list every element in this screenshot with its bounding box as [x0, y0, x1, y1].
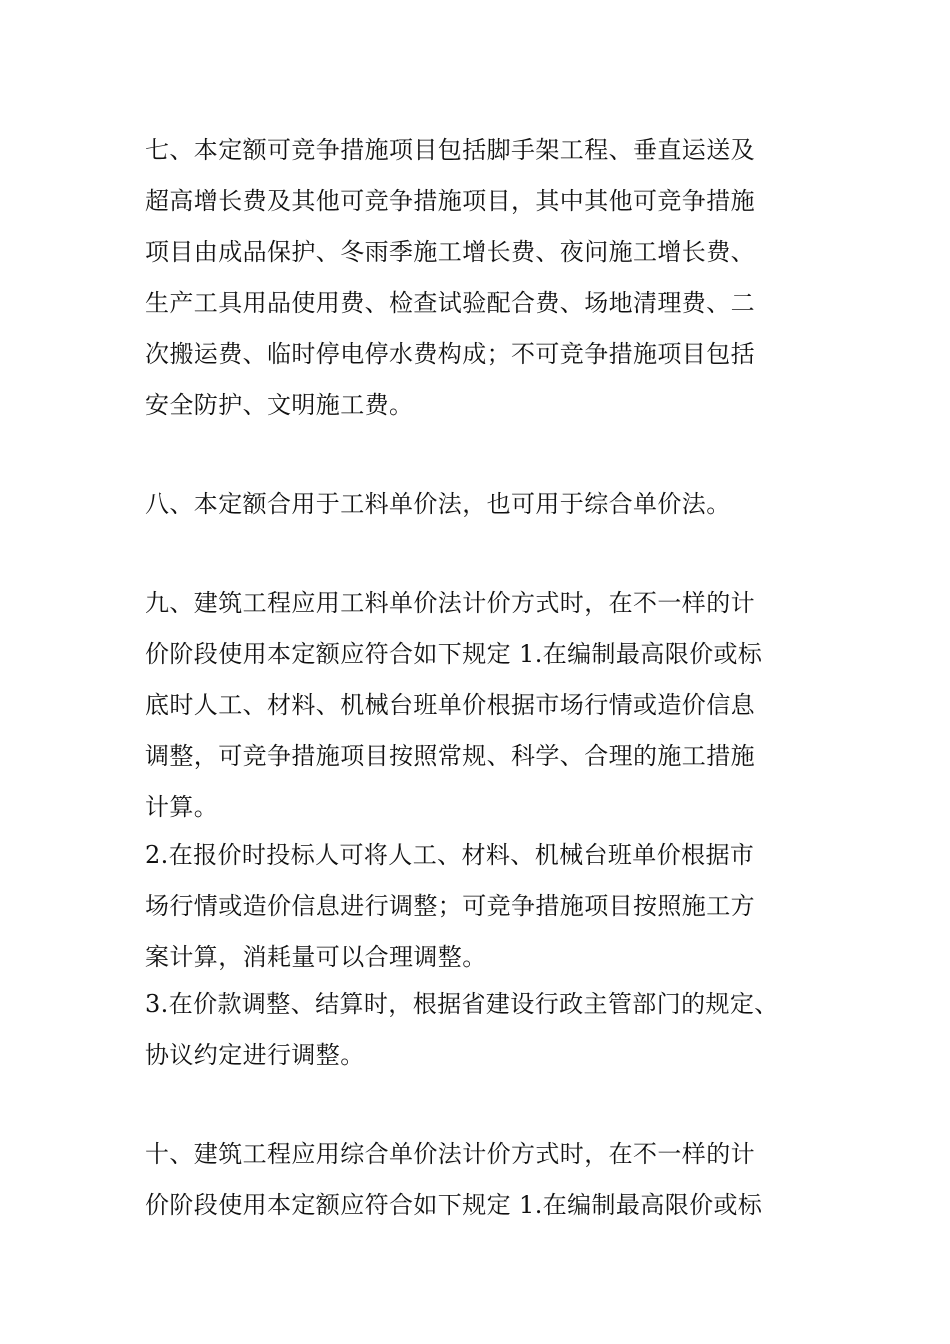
item-3-line-1: 3.在价款调整、结算时，根据省建设行政主管部门的规定、 [145, 990, 779, 1018]
paragraph-10-line-2: 价阶段使用本定额应符合如下规定 1.在编制最高限价或标 [145, 1191, 763, 1219]
paragraph-7-line-6: 安全防护、文明施工费。 [145, 391, 414, 419]
item-2-line-3: 案计算，消耗量可以合理调整。 [145, 943, 487, 971]
paragraph-9-line-1: 九、建筑工程应用工料单价法计价方式时，在不一样的计 [145, 589, 755, 617]
paragraph-7-line-4: 生产工具用品使用费、检查试验配合费、场地清理费、二 [145, 289, 755, 317]
paragraph-9-line-4: 调整，可竞争措施项目按照常规、科学、合理的施工措施 [145, 742, 755, 770]
paragraph-7-line-1: 七、本定额可竞争措施项目包括脚手架工程、垂直运送及 [145, 136, 755, 164]
paragraph-10-line-1: 十、建筑工程应用综合单价法计价方式时，在不一样的计 [145, 1140, 755, 1168]
paragraph-7-line-3: 项目由成品保护、冬雨季施工增长费、夜问施工增长费、 [145, 238, 755, 266]
item-2-line-1: 2.在报价时投标人可将人工、材料、机械台班单价根据市 [145, 841, 755, 869]
paragraph-8-line-1: 八、本定额合用于工料单价法，也可用于综合单价法。 [145, 490, 731, 518]
paragraph-9-line-2: 价阶段使用本定额应符合如下规定 1.在编制最高限价或标 [145, 640, 763, 668]
paragraph-7-line-5: 次搬运费、临时停电停水费构成；不可竞争措施项目包括 [145, 340, 755, 368]
paragraph-9-line-5: 计算。 [145, 793, 219, 821]
item-2-line-2: 场行情或造价信息进行调整；可竞争措施项目按照施工方 [145, 892, 755, 920]
paragraph-7-line-2: 超高增长费及其他可竞争措施项目，其中其他可竞争措施 [145, 187, 755, 215]
paragraph-9-line-3: 底时人工、材料、机械台班单价根据市场行情或造价信息 [145, 691, 755, 719]
item-3-line-2: 协议约定进行调整。 [145, 1041, 365, 1069]
